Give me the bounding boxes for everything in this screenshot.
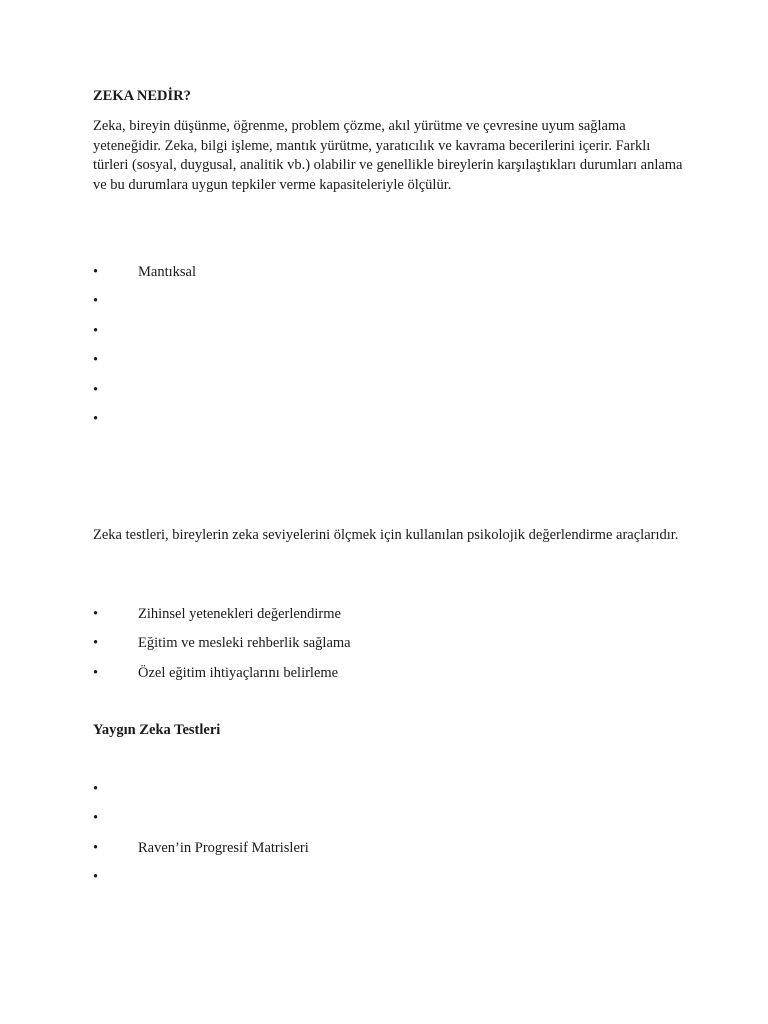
bullet-icon: • — [93, 810, 99, 827]
intro-paragraph: Zeka, bireyin düşünme, öğrenme, problem çözme, akıl yürütme ve çevresine uyum sağlama yeteneğidir. Zeka, bilgi işleme, mantık yürütme, yaratıcılık ve kavrama becerilerini içerir. Farklı türleri (sosyal, duygusal, analitik vb.) olabilir ve genellikle bireylerin karşılaştıkları durumları anlama ve bu durumlara uygun tepkiler verme kapasiteleriyle ölçülür. — [93, 118, 683, 193]
bullet-icon: • — [93, 352, 99, 369]
list-item-text: Eğitim ve mesleki rehberlik sağlama — [138, 635, 351, 652]
bullet-icon: • — [93, 635, 99, 652]
list-item-text: Raven’in Progresif Matrisleri — [138, 839, 309, 856]
list-item-text: Mantıksal — [138, 264, 196, 280]
bullet-icon: • — [93, 839, 99, 856]
bullet-icon: • — [93, 869, 99, 886]
list-item-text: Zihinsel yetenekleri değerlendirme — [138, 606, 341, 622]
bullet-icon: • — [93, 264, 99, 280]
bullet-icon: • — [93, 381, 99, 398]
list-item-text: Özel eğitim ihtiyaçlarını belirleme — [138, 664, 339, 681]
bullet-icon: • — [93, 322, 99, 339]
intelligence-tests-paragraph: Zeka testleri, bireylerin zeka seviyelerini ölçmek için kullanılan psikolojik değerlendirme araçlarıdır. — [93, 527, 679, 543]
bullet-icon: • — [93, 293, 99, 310]
bullet-icon: • — [93, 410, 99, 427]
section-title-common-tests: Yaygın Zeka Testleri — [93, 722, 221, 738]
bullet-icon: • — [93, 606, 99, 622]
section-title-zeka-nedir: ZEKA NEDİR? — [93, 88, 191, 104]
bullet-icon: • — [93, 781, 99, 797]
bullet-icon: • — [93, 664, 99, 681]
